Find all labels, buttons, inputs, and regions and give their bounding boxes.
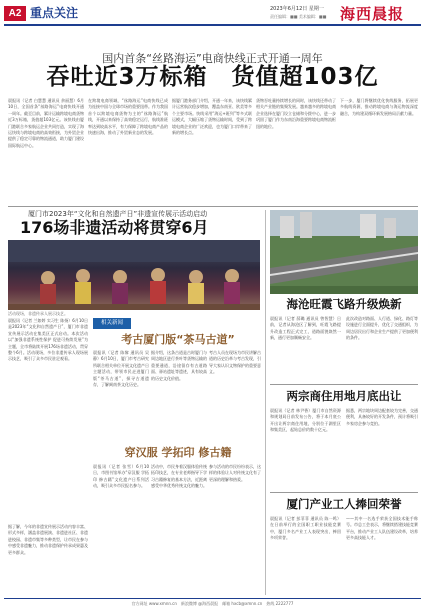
story1-col2: 在跨境电商领域，“丝路海运”电商快线已成为连接中国与全球市场的重要纽带。作为我国首个以跨境电商货物为主的“丝路海运”航线，开通以来保持了高效稳定运行，航线准班率达到较高水平，有力保障了跨境电商产品的快速出海，推动了外贸新业态的发展。	[88, 98, 168, 136]
page-code-badge: A2	[4, 6, 26, 21]
story7-col1: 晨报讯（记者 彭菲菲 通讯员 陈一鸣）在日前举行的全国职工职业技能竞赛中，厦门多名产业工人表现突出，捧回多项荣誉。	[270, 516, 341, 541]
story1-col1: 晨报讯（记者 白慧慧 通讯员 余丽慧）6月10日，全国首条“丝路海运”电商快线开通一周年。截至目前，累计运输跨境电商货物近3万标箱，货值超103亿元。该快线由厦门港联合多家航运企业共同打造，实现了海运快线与跨境电商的高效衔接，为外贸企业提供了稳定可靠的物流通道，助力厦门建设国际航运中心。	[8, 98, 84, 148]
story5-col2: 此次改造对路面、人行道、绿化、路灯等设施进行全面提升，优化了交通组织，为周边居民出行和企业生产提供了更加便利的条件。	[346, 316, 418, 341]
story1-col4: 货物吞吐量持续增长的同时，该快线还带动了相关产业链的集聚发展。越来越多的跨境电商企业选择在厦门设立仓储和分拨中心，进一步巩固了厦门作为东南沿海重要跨境电商物流枢纽的地位。	[256, 98, 336, 129]
story1-kicker: 国内首条“丝路海运”电商快线正式开通一周年	[102, 52, 323, 65]
story2-photo	[8, 240, 260, 310]
road-aerial-photo	[270, 210, 418, 294]
story5-col1: 晨报讯（记者 薛璐 通讯员 曾智慧）日前，记者从海沧区了解到，旺霞飞路提升改造工程正式完工，道路面貌焕然一新，通行更加顺畅安全。	[270, 316, 341, 341]
story7-headline: 厦门产业工人捧回荣誉	[286, 497, 402, 511]
story3-col1: 晨报讯（记者 陈黎 通讯员 吴 静）6月10日，厦门市考古研究所联合相关单位开展文化遗产日主题活动，带领市民走进厦门版“茶马古道”，探寻古道遗存，了解闽南茶文化历史。	[93, 350, 149, 388]
story1-headline: 吞吐近3万标箱 货值超103亿	[46, 64, 379, 90]
divider	[270, 492, 418, 493]
story4-headline: 穿汉服 学拓印 修古籍	[124, 446, 232, 459]
story7-col2: ——其中一名选手荣获全国技术能手称号。市总工会表示，将继续搭建技能竞赛平台，推动产业工人队伍建设改革，培养更多高技能人才。	[346, 516, 418, 541]
story4-col2: 活动中，市民身着汉服体验传统拓印技艺，在专业老师指导下学习古籍修复的基本方法，近距离感受中华优秀传统文化的魅力。	[151, 464, 207, 489]
story5-headline: 海沧旺霞飞路升级焕新	[286, 297, 402, 311]
newspaper-logo: 海西晨报	[340, 5, 405, 23]
story3-headline: 考古厦门版“茶马古道”	[121, 333, 235, 346]
footer-rule	[4, 598, 421, 599]
story3-col3: 考古人员在现场为市民讲解古道的历史沿革与考古发现，引导大家认识文物保护的重要意义。	[209, 350, 261, 375]
story2-col2: 据了解，今年的非遗宣传展示活动内容丰富、形式多样，涵盖非遗展演、非遗进社区、非遗进校园、非遗市集等多种类型，让市民在参与中感受非遗魅力，推动非遗保护传承成果惠及更多群众。	[8, 524, 88, 555]
divider	[8, 206, 418, 207]
performance-photo-illustration	[8, 240, 260, 310]
page-header	[0, 0, 425, 30]
story6-headline: 两宗商住用地月底出让	[286, 389, 402, 403]
divider	[270, 384, 418, 385]
story4-col1: 晨报讯（记者 张雪）6月10日，市图书馆举办“穿汉服 学拓印 修古籍”文化遗产日系列活动，吸引众多市民报名参与。	[93, 464, 149, 489]
story6-col1: 晨报讯（记者 林尹香）厦门市自然资源和规划局日前发布公告，将于本月底公开出让两宗商住用地，分别位于湖里区和集美区，起始总价约数十亿元。	[270, 408, 341, 433]
column-divider	[265, 210, 266, 595]
story3-col2: 据介绍，这条古道是古时厦门与周边地区进行茶叶等货物运输的重要通道，沿途留存有古道路面、驿站遗址等遗迹，具有较高的历史文化价值。	[151, 350, 207, 381]
footer-info: 官方网址 www.xmnn.cn 新浪微博 @海西晨报 邮箱 hxcb@xmnn.cn 热线 2222777	[131, 601, 294, 606]
story2-photo-caption: 活动现场，非遗传承人展示技艺。	[8, 311, 68, 316]
story2-headline: 176场非遗活动将贯穿6月	[20, 218, 209, 237]
story2-col1: 晨报讯（记者 兰如婷 实习生 陈扬）6月10日是2023年“文化和自然遗产日”，厦门市非遗宣传展示活动在集美区正式启动。本次活动以“加强非遗系统性保护 促进可持续发展”为主题，全市将陆续开展176场非遗活动，贯穿整个6月。活动现场，多位非遗传承人现场展示技艺，吸引了众多市民驻足观看。	[8, 318, 88, 362]
editor-line: 责任编辑：■■ 美术编辑：■■	[270, 14, 327, 19]
story5-photo	[270, 210, 418, 294]
story1-col3: 据厦门港务部门介绍，开通一年来，该快线累计运营航次稳步增加，覆盖东南亚、欧美等多个主要市场。快线采用“海运+班列”等多式联运模式，大幅压缩了货物运输时间，受到了跨境电商企业的广泛欢迎，也为厦门口岸带来了新的增长点。	[172, 98, 252, 136]
story4-col3: 参与活动的市民纷纷表示，这样的体验让人对传统文化有了更深的理解和热爱。	[209, 464, 261, 482]
story1-col5: 下一步，厦门将继续优化快线服务，拓展更多航线资源，推动跨境电商与海运物流深度融合，为构建双循环新发展格局贡献力量。	[340, 98, 418, 116]
related-news-badge: 相关新闻	[93, 318, 131, 329]
story6-col2: 据悉，两宗地块周边配套较为完善，交通便利，具备较好的开发条件，预计将吸引多家房企参与竞拍。	[346, 408, 418, 426]
story2-kicker: 厦门市2023年“文化和自然遗产日”非遗宣传展示活动启动	[28, 210, 208, 218]
header-rule	[4, 24, 421, 26]
issue-date: 2023年6月12日 星期一	[270, 6, 324, 12]
section-title: 重点关注	[30, 6, 79, 20]
